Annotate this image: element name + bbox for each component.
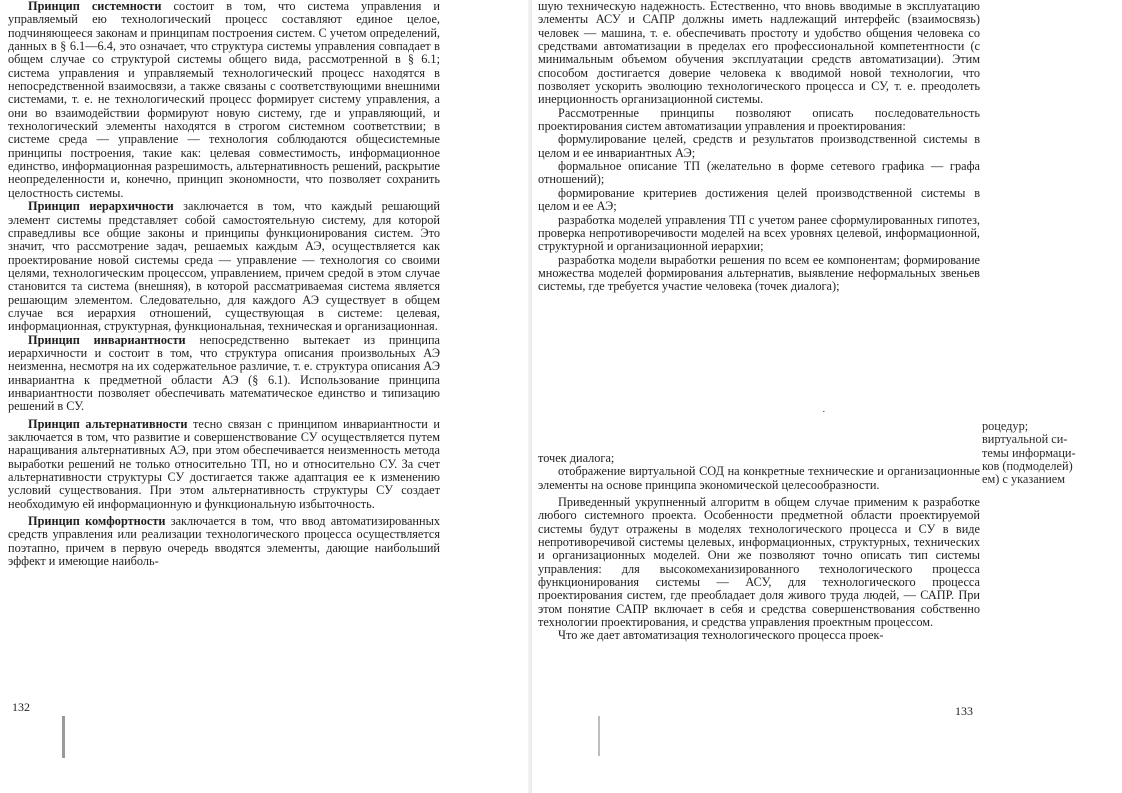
bleed-line: темы информаци- (982, 446, 1076, 460)
right-page (532, 0, 1122, 793)
right-page-bottom-text-column (538, 452, 980, 643)
design-step-item: разработка модели выработки решения по всем ее компонентам; формирование множества моделей формирования альтернатив, выявление неформальных звеньев системы, где требуется участие человека (точек диалога); (538, 252, 980, 294)
principle-term: Принцип инвариантности (28, 332, 186, 347)
principle-invariance-paragraph (8, 334, 440, 414)
design-step-item: разработка моделей управления ТП с учетом ранее сформулированных гипотез, проверка непротиворечивости моделей на всех уровнях целевой, информационной, структурной и организационной иерархии; (538, 212, 980, 254)
design-sequence-intro: Рассмотренные принципы позволяют описать последовательность проектирования систем автоматизации управления и проектирования: (538, 105, 980, 134)
left-page (0, 0, 532, 793)
principle-term: Принцип системности (28, 0, 162, 13)
scan-edge-mark (62, 716, 65, 758)
principle-text: заключается в том, что каждый решающий элемент системы представляет собой самостоятельную систему, для которой справедливы все общие законы и принципы функционирования систем. Это значит, что рассмотрение задач, решаемых каждым АЭ, осуществляется как проектирование новой системы среда — управление — технология со своими целями, технологическим процессом, управлением, причем средой в этом случае становится та система (внешняя), в которой рассматриваемая система является решающим элементом. Следовательно, для каждого АЭ существует в общем случае вся иерархия отношений, существующая в системе: целевая, информационная, структурная, функциональная, техническая и организационная. (8, 199, 440, 334)
bleed-line: ков (подмоделей) (982, 460, 1073, 474)
bleed-line: ем) с указанием (982, 473, 1066, 487)
principle-term: Принцип иерархичности (28, 199, 174, 214)
page-number-left: 132 (12, 700, 30, 714)
scan-speck: · (822, 406, 826, 418)
bleed-line: роцедур; (982, 420, 1029, 433)
left-page-text-column (8, 0, 440, 568)
principle-text: тесно связан с принципом инвариантности и заключается в том, что развитие и совершенствование СУ осуществляется путем наращивания альтернативных АЭ, при этом обеспечивается неизменность метода выработки решений не только относительно ТП, но и относительно СУ. За счет альтернативности структуры СУ достигается также адаптация ее к изменению условий существования. При этом альтернативность структуры СУ создает необходимую ей информационную и функциональную избыточность. (8, 416, 440, 511)
design-step-item: формирование критериев достижения целей производственной системы в целом и ее АЭ; (538, 185, 980, 214)
principle-term: Принцип комфортности (28, 514, 166, 529)
design-step-item: формулирование целей, средств и результатов производственной системы в целом и ее инвариантных АЭ; (538, 132, 980, 160)
principle-hierarchy-paragraph (8, 200, 440, 333)
bleed-line: виртуальной си- (982, 433, 1068, 447)
principle-systemness-paragraph (8, 0, 440, 200)
continuation-paragraph: шую техническую надежность. Естественно, что вновь вводимые в эксплуатацию элементы АСУ и САПР должны иметь надлежащий интерфейс (взаимосвязь) человек — машина, т. е. обеспечивать простоту и удобство общения человека со средствами автоматизации в пределах его профессиональной компетентности (с минимальным объемом обучения эксплуатации средств автоматизации). Этим способом достигается доверие человека к вводимой новой технологии, что позволяет ускорить эволюцию технологического процесса и СУ, т. е. преодолеть инерционность организационной системы. (538, 0, 980, 107)
design-step-item: отображение виртуальной СОД на конкретные технические и организационные элементы на основе принципа экономической целесообразности. (538, 464, 980, 492)
principle-text: заключается в том, что ввод автоматизированных средств управления или реализации технологического процесса осуществляется поэтапно, причем в первую очередь вводятся элементы, дающие наибольший эффект и имеющие наиболь- (8, 514, 440, 569)
right-page-top-text-column (538, 0, 980, 294)
principle-term: Принцип альтернативности (28, 416, 188, 431)
continuation-fragment: точек диалога; (538, 451, 615, 465)
automation-question-paragraph: Что же дает автоматизация технологического процесса проек- (558, 628, 884, 643)
bleed-through-text (982, 420, 1122, 487)
scan-edge-mark (598, 716, 600, 756)
page-number-right: 133 (955, 704, 973, 718)
principle-text: непосредственно вытекает из принципа иерархичности и состоит в том, что структура описания произвольных АЭ неизменна, несмотря на их содержательное различие, т. е. структура описания АЭ инвариантна к предметной области АЭ (§ 6.1). Использование принципа инвариантности позволяет обеспечивать математическое единство и типизацию решений в СУ. (8, 332, 440, 414)
principle-comfort-paragraph (8, 515, 440, 568)
design-step-item: формальное описание ТП (желательно в форме сетевого графика — графа отношений); (538, 159, 980, 187)
principle-text: состоит в том, что система управления и управляемый ею технологический процесс составляют единое целое, подчиняющееся законам и принципам построения систем. С учетом определений, данных в § 6.1—6.4, это означает, что структура системы управления совпадает в общем случае со структурой системы общего вида, рассмотренной в § 6.1; система управления и управляемый технологический процесс находятся в непосредственной взаимосвязи, а также связаны с соответствующими внешними системами, т. е. не технологический процесс формирует систему управления, а они во взаимодействии формируют новую систему, где и управляющий, и технологический элементы находятся в строгом системном соответствии; в системе среда — управление — технология соблюдаются общесистемные принципы построения, такие как: целевая совместимость, информационное единство, информационная разрешимость, альтернативность решений, раскрытие неопределенности и, конечно, принцип экономности, что позволяет сохранить целостность системы. (8, 0, 440, 200)
principle-alternativeness-paragraph (8, 418, 440, 511)
algorithm-paragraph: Приведенный укрупненный алгоритм в общем случае применим к разработке любого системного проекта. Особенности предметной области проектируемой системы будут отражены в моделях технологического процесса и СУ в виде непротиворечивой системы целевых, информационных, структурных, технических и организационных моделей. Они же позволяют точно описать тип системы управления: для высокомеханизированного технологического процесса функционирования системы — АСУ, для технологического процесса проектирования систем, где преобладает доля живого труда людей, — САПР. При этом понятие САПР включает в себя и средства совершенствования собственно технологии проектирования, и средства управления проектным процессом. (538, 495, 980, 630)
